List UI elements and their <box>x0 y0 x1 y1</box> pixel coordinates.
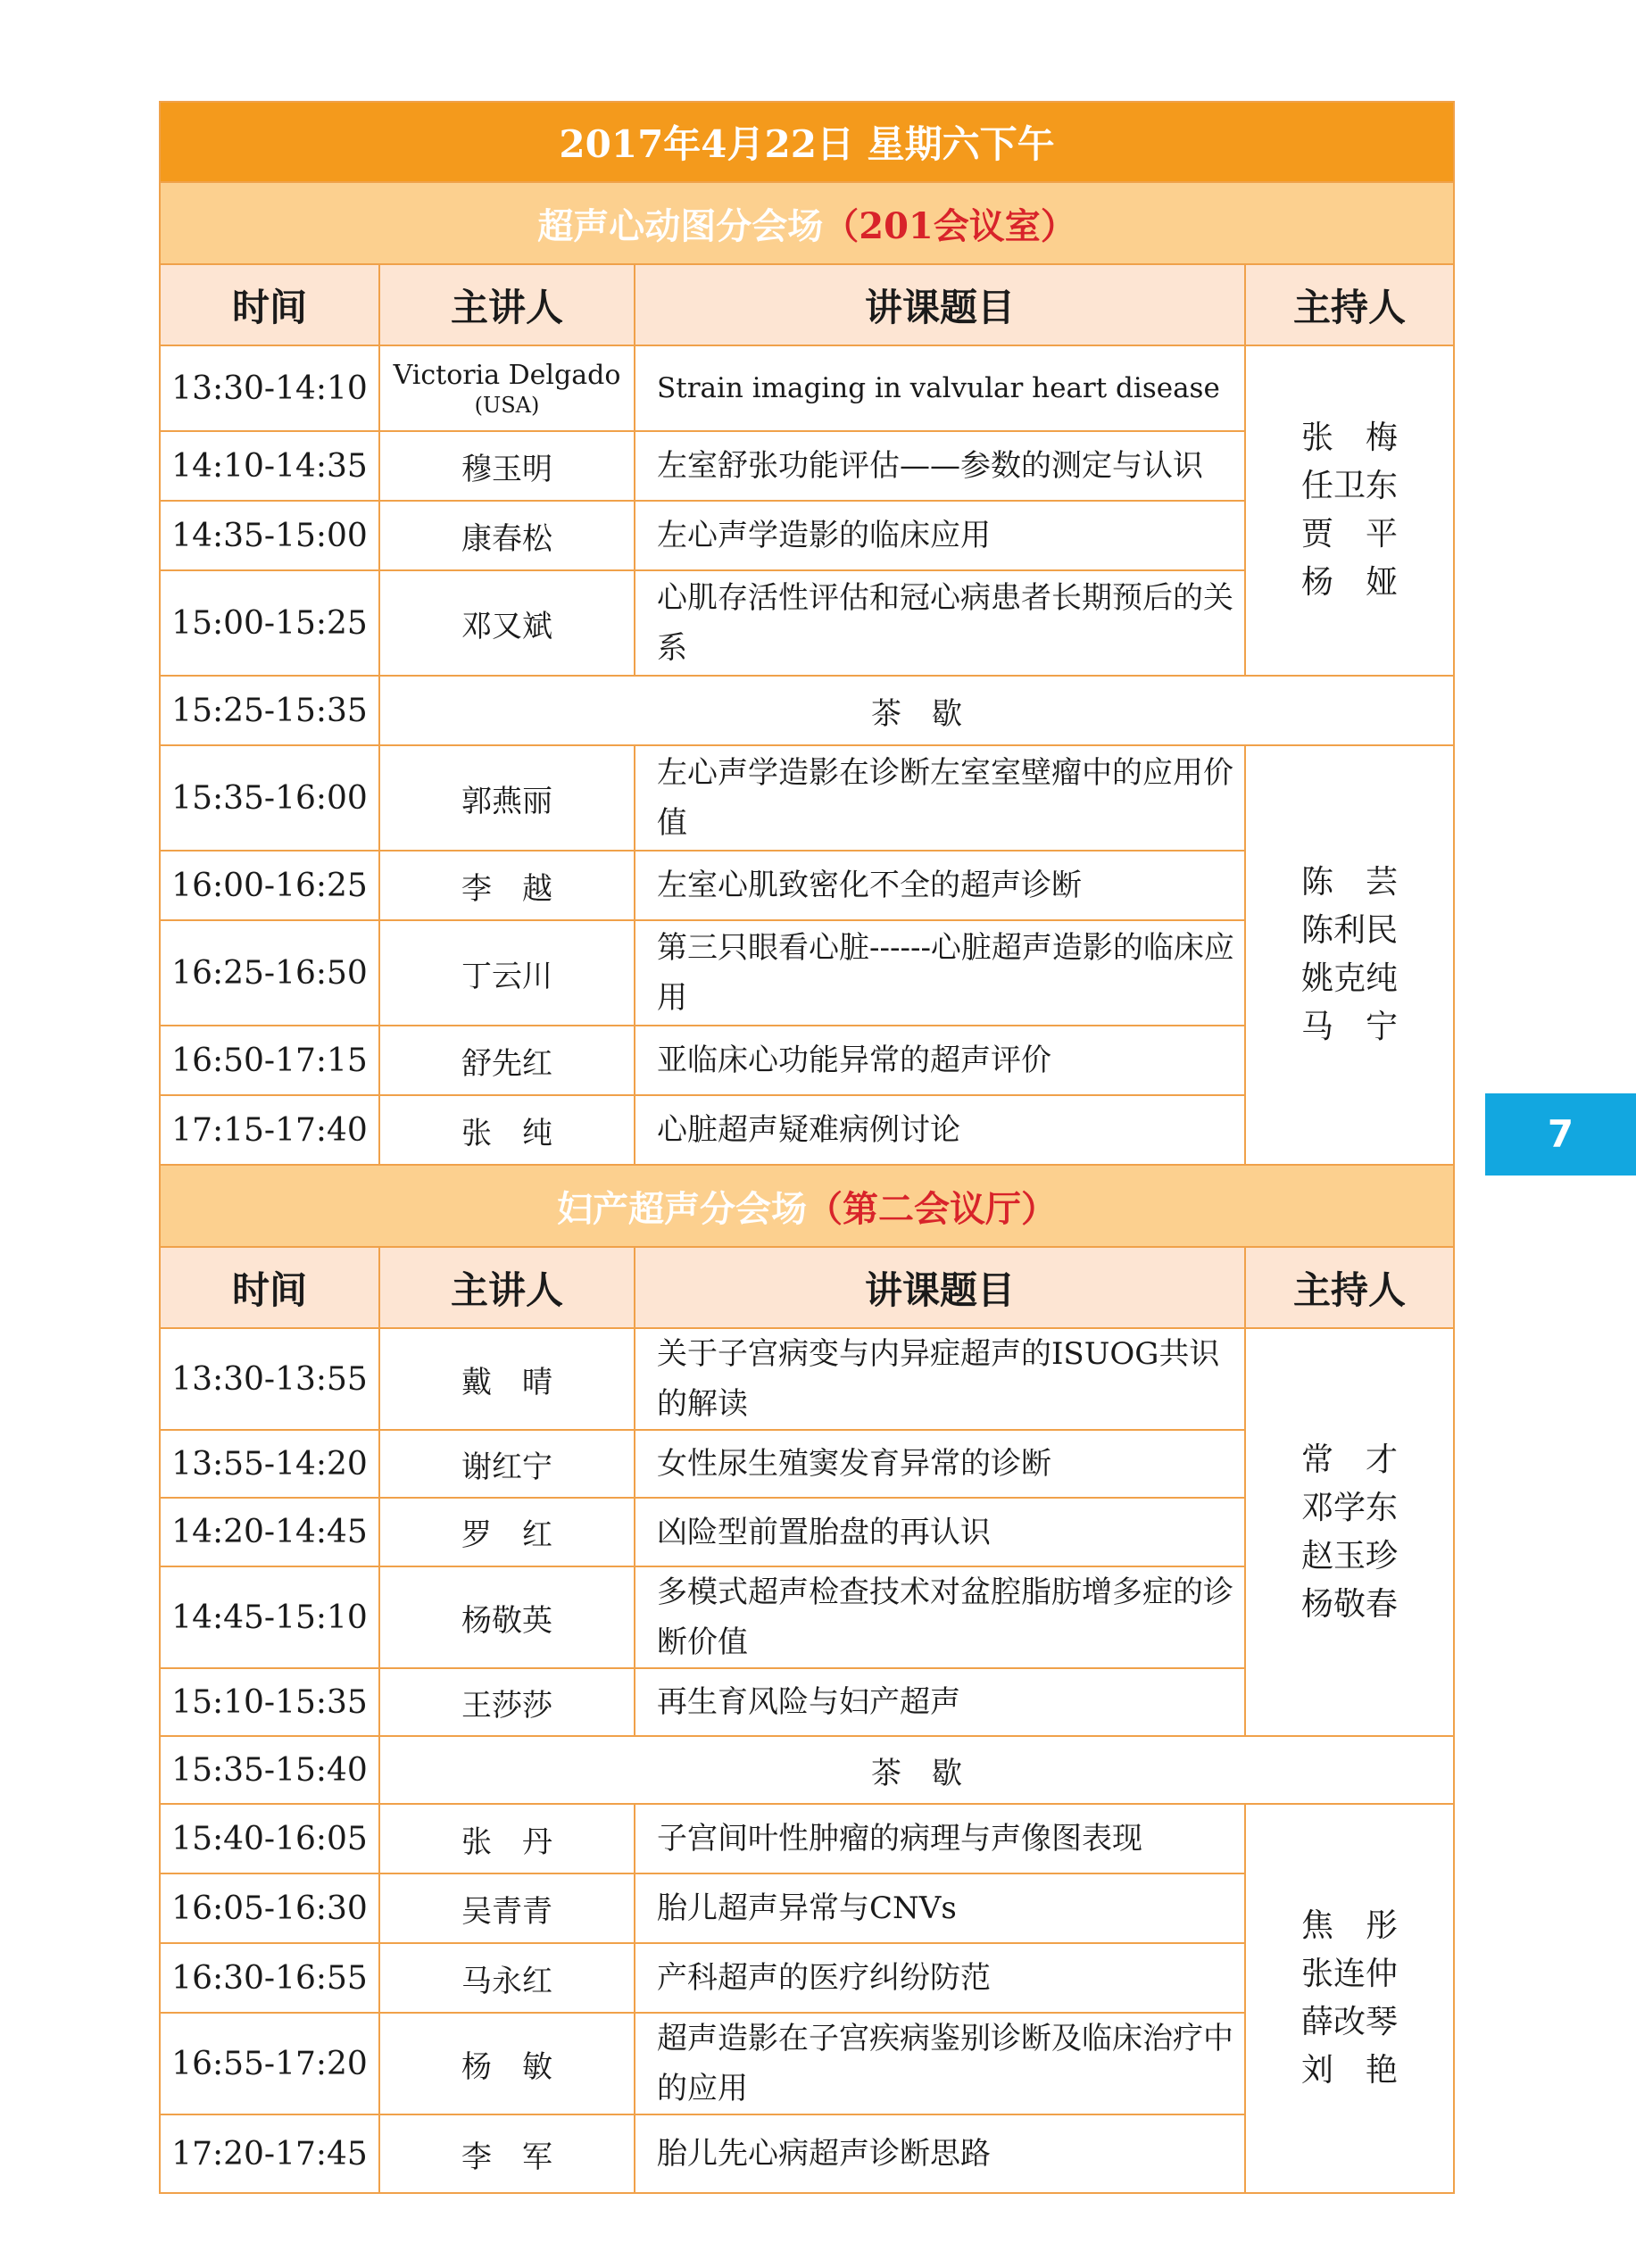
column-header-topic: 讲课题目 <box>635 1247 1245 1328</box>
talk-speaker <box>379 345 635 431</box>
talk-speaker: 谢红宁 <box>379 1430 635 1498</box>
page-number-tab: 7 <box>1485 1093 1636 1176</box>
talk-time: 14:10-14:35 <box>160 431 379 501</box>
talk-time: 14:35-15:00 <box>160 501 379 570</box>
talk-time: 13:55-14:20 <box>160 1430 379 1498</box>
talk-speaker: 穆玉明 <box>379 431 635 501</box>
talk-time: 15:00-15:25 <box>160 570 379 676</box>
talk-topic: 左室舒张功能评估——参数的测定与认识 <box>635 431 1245 501</box>
talk-speaker: 张 纯 <box>379 1095 635 1165</box>
column-header-speaker: 主讲人 <box>379 264 635 345</box>
talk-topic: 左心声学造影的临床应用 <box>635 501 1245 570</box>
talk-topic: 女性尿生殖窦发育异常的诊断 <box>635 1430 1245 1498</box>
talk-topic: 多模式超声检查技术对盆腔脂肪增多症的诊断价值 <box>635 1566 1245 1668</box>
talk-topic: 第三只眼看心脏------心脏超声造影的临床应用 <box>635 920 1245 1026</box>
schedule-sheet <box>159 101 1453 2194</box>
venue-row-echocardiography <box>160 182 1454 264</box>
tea-break-label: 茶 歇 <box>379 676 1454 745</box>
talk-topic: Strain imaging in valvular heart disease <box>635 345 1245 431</box>
talk-topic: 关于子宫病变与内异症超声的ISUOG共识的解读 <box>635 1328 1245 1430</box>
venue-room: （第二会议厅） <box>807 1187 1057 1230</box>
talk-topic: 胎儿先心病超声诊断思路 <box>635 2114 1245 2193</box>
column-header-host: 主持人 <box>1245 264 1454 345</box>
talk-time: 16:25-16:50 <box>160 920 379 1026</box>
talk-time: 16:00-16:25 <box>160 851 379 920</box>
column-header-time: 时间 <box>160 1247 379 1328</box>
talk-time: 16:50-17:15 <box>160 1026 379 1095</box>
talk-time: 14:45-15:10 <box>160 1566 379 1668</box>
talk-time: 15:35-16:00 <box>160 745 379 851</box>
host-name: 陈利民 <box>1301 912 1399 949</box>
talk-speaker: 邓又斌 <box>379 570 635 676</box>
venue-name: 妇产超声分会场 <box>557 1187 807 1230</box>
schedule-table <box>159 101 1455 2194</box>
talk-speaker: 王莎莎 <box>379 1668 635 1736</box>
host-cell <box>1245 745 1454 1165</box>
speaker-name: Victoria Delgado <box>393 360 621 391</box>
talk-speaker: 杨敬英 <box>379 1566 635 1668</box>
column-header-time: 时间 <box>160 264 379 345</box>
talk-time: 17:20-17:45 <box>160 2114 379 2193</box>
venue-title <box>160 182 1454 264</box>
day-header: 2017年4月22日 星期六下午 <box>160 102 1454 182</box>
talk-topic: 左室心肌致密化不全的超声诊断 <box>635 851 1245 920</box>
host-name: 马 宁 <box>1301 1009 1399 1045</box>
table-row <box>160 345 1454 431</box>
talk-topic: 亚临床心功能异常的超声评价 <box>635 1026 1245 1095</box>
table-row <box>160 745 1454 851</box>
break-row <box>160 676 1454 745</box>
talk-topic: 胎儿超声异常与CNVs <box>635 1873 1245 1943</box>
talk-topic: 产科超声的医疗纠纷防范 <box>635 1943 1245 2013</box>
venue-row-obstetrics <box>160 1165 1454 1247</box>
venue-name: 超声心动图分会场 <box>537 204 824 247</box>
host-name: 贾 平 <box>1301 516 1399 552</box>
talk-time: 14:20-14:45 <box>160 1498 379 1566</box>
talk-speaker: 舒先红 <box>379 1026 635 1095</box>
host-cell <box>1245 1328 1454 1736</box>
talk-topic: 超声造影在子宫疾病鉴别诊断及临床治疗中的应用 <box>635 2013 1245 2114</box>
host-name: 刘 艳 <box>1301 2052 1399 2089</box>
host-name: 薛改琴 <box>1301 2004 1399 2040</box>
host-name: 张连仲 <box>1301 1956 1399 1992</box>
venue-room: （201会议室） <box>823 204 1076 247</box>
host-cell <box>1245 1804 1454 2193</box>
talk-time: 13:30-14:10 <box>160 345 379 431</box>
talk-speaker: 张 丹 <box>379 1804 635 1873</box>
table-row <box>160 1804 1454 1873</box>
talk-speaker: 李 军 <box>379 2114 635 2193</box>
talk-speaker: 马永红 <box>379 1943 635 2013</box>
talk-speaker: 吴青青 <box>379 1873 635 1943</box>
venue-title <box>160 1165 1454 1247</box>
host-name: 邓学东 <box>1301 1489 1399 1526</box>
host-name: 张 梅 <box>1301 420 1399 456</box>
host-name: 姚克纯 <box>1301 960 1399 997</box>
host-name: 杨 娅 <box>1301 564 1399 601</box>
column-header-host: 主持人 <box>1245 1247 1454 1328</box>
talk-time: 15:40-16:05 <box>160 1804 379 1873</box>
speaker-country: (USA) <box>474 393 540 418</box>
host-name: 陈 芸 <box>1301 864 1399 901</box>
talk-topic: 心肌存活性评估和冠心病患者长期预后的关系 <box>635 570 1245 676</box>
column-header-row <box>160 1247 1454 1328</box>
talk-topic: 心脏超声疑难病例讨论 <box>635 1095 1245 1165</box>
talk-speaker: 郭燕丽 <box>379 745 635 851</box>
host-name: 常 才 <box>1301 1441 1399 1478</box>
break-time: 15:35-15:40 <box>160 1736 379 1804</box>
talk-speaker: 罗 红 <box>379 1498 635 1566</box>
host-name: 杨敬春 <box>1301 1585 1399 1623</box>
talk-speaker: 杨 敏 <box>379 2013 635 2114</box>
talk-topic: 再生育风险与妇产超声 <box>635 1668 1245 1736</box>
talk-time: 16:55-17:20 <box>160 2013 379 2114</box>
talk-time: 16:05-16:30 <box>160 1873 379 1943</box>
talk-topic: 左心声学造影在诊断左室室壁瘤中的应用价值 <box>635 745 1245 851</box>
talk-time: 16:30-16:55 <box>160 1943 379 2013</box>
column-header-row <box>160 264 1454 345</box>
host-name: 焦 彤 <box>1301 1907 1399 1944</box>
talk-time: 15:10-15:35 <box>160 1668 379 1736</box>
talk-topic: 子宫间叶性肿瘤的病理与声像图表现 <box>635 1804 1245 1873</box>
talk-time: 13:30-13:55 <box>160 1328 379 1430</box>
host-name: 任卫东 <box>1301 468 1399 504</box>
column-header-speaker: 主讲人 <box>379 1247 635 1328</box>
talk-topic: 凶险型前置胎盘的再认识 <box>635 1498 1245 1566</box>
table-row <box>160 1328 1454 1430</box>
talk-speaker: 康春松 <box>379 501 635 570</box>
talk-time: 17:15-17:40 <box>160 1095 379 1165</box>
break-time: 15:25-15:35 <box>160 676 379 745</box>
tea-break-label: 茶 歇 <box>379 1736 1454 1804</box>
talk-speaker: 丁云川 <box>379 920 635 1026</box>
day-header-row <box>160 102 1454 182</box>
break-row <box>160 1736 1454 1804</box>
host-name: 赵玉珍 <box>1301 1537 1399 1574</box>
talk-speaker: 李 越 <box>379 851 635 920</box>
host-cell <box>1245 345 1454 676</box>
talk-speaker: 戴 晴 <box>379 1328 635 1430</box>
column-header-topic: 讲课题目 <box>635 264 1245 345</box>
